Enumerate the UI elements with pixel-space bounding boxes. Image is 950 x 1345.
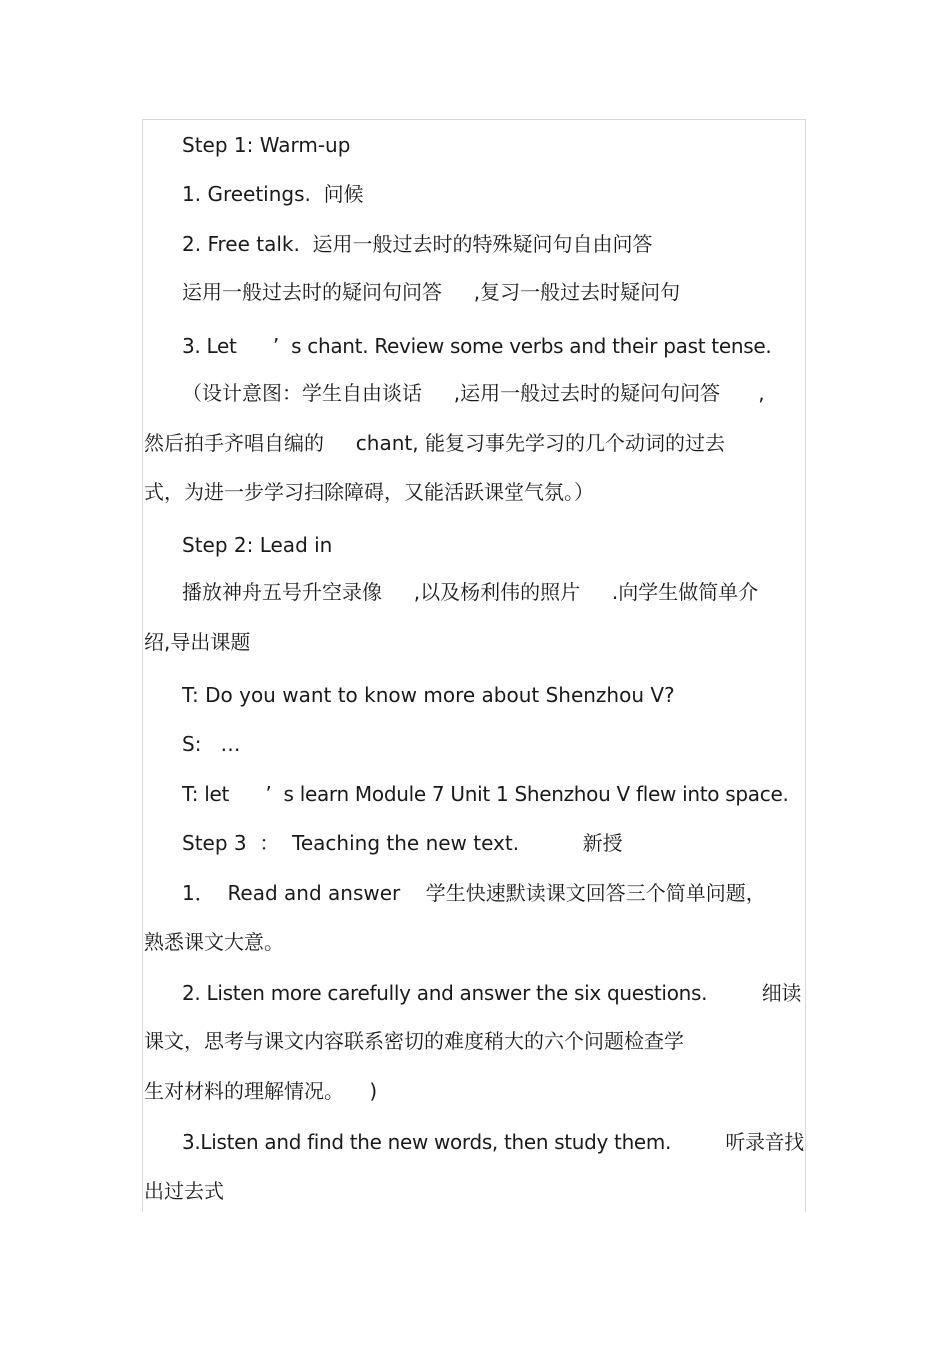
listen-answer-line-3: 生对材料的理解情况。 ) bbox=[144, 1079, 378, 1103]
item-free-talk: 2. Free talk. 运用一般过去时的特殊疑问句自由问答 bbox=[182, 232, 653, 256]
design-note-line-1: （设计意图：学生自由谈话 ,运用一般过去时的疑问句问答 , bbox=[182, 381, 765, 405]
teacher-lets-learn: T: let ’ s learn Module 7 Unit 1 Shenzhou V flew into space. bbox=[182, 782, 789, 806]
listen-answer-line-2: 课文，思考与课文内容联系密切的难度稍大的六个问题检查学 bbox=[144, 1029, 684, 1053]
teacher-question: T: Do you want to know more about Shenzhou V? bbox=[182, 683, 675, 707]
find-new-words-line-1: 3.Listen and find the new words, then study them. 听录音找 bbox=[182, 1130, 804, 1154]
lead-in-line-1: 播放神舟五号升空录像 ,以及杨利伟的照片 .向学生做简单介 bbox=[182, 580, 759, 604]
lead-in-line-2: 绍,导出课题 bbox=[144, 630, 251, 654]
step2-heading: Step 2: Lead in bbox=[182, 533, 333, 557]
item-chant: 3. Let ’ s chant. Review some verbs and their past tense. bbox=[182, 334, 772, 358]
listen-answer-line-1: 2. Listen more carefully and answer the six questions. 细读 bbox=[182, 981, 802, 1005]
free-talk-detail: 运用一般过去时的疑问句问答 ,复习一般过去时疑问句 bbox=[182, 280, 681, 304]
find-new-words-line-2: 出过去式 bbox=[144, 1179, 224, 1203]
read-and-answer-line-1: 1． Read and answer 学生快速默读课文回答三个简单问题， bbox=[182, 881, 766, 905]
step3-heading: Step 3 ： Teaching the new text. 新授 bbox=[182, 831, 623, 855]
step1-heading: Step 1: Warm-up bbox=[182, 133, 351, 157]
read-and-answer-line-2: 熟悉课文大意。 bbox=[144, 930, 284, 954]
student-answer: S: … bbox=[182, 732, 241, 756]
item-greetings: 1. Greetings. 问候 bbox=[182, 182, 364, 206]
design-note-line-3: 式，为进一步学习扫除障碍，又能活跃课堂气氛。） bbox=[144, 480, 594, 504]
design-note-line-2: 然后拍手齐唱自编的 chant, 能复习事先学习的几个动词的过去 bbox=[144, 431, 725, 455]
